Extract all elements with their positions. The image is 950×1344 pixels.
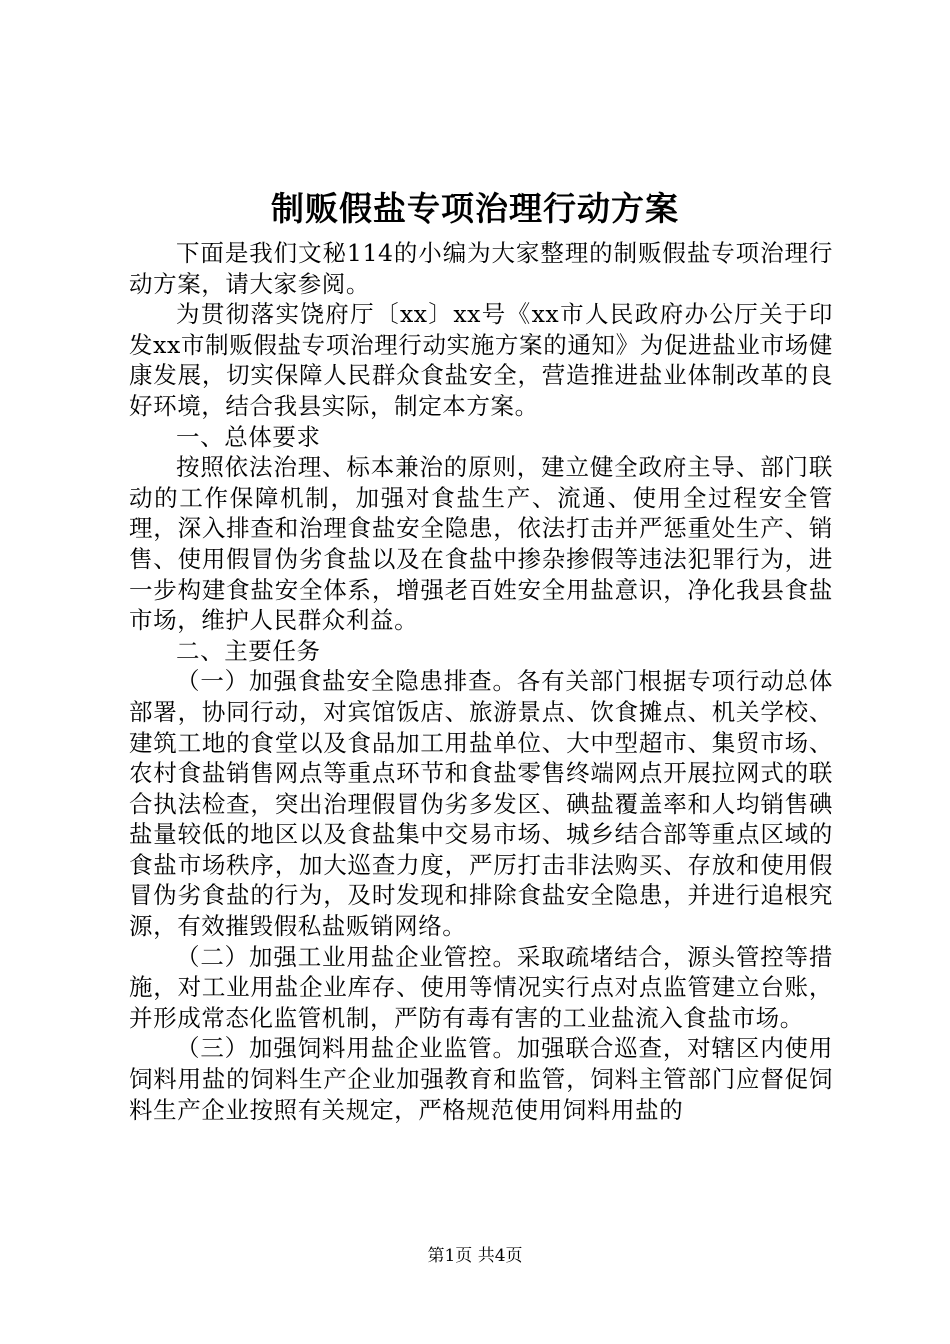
page-number-footer: 第1页 共4页 [427,1246,523,1266]
task-2-paragraph: （二）加强工业用盐企业管控。采取疏堵结合，源头管控等措施，对工业用盐企业库存、使用等情况实行点对点监管建立台账，并形成常态化监管机制，严防有毒有害的工业盐流入食盐市场。 [129,942,833,1032]
document-title: 制贩假盐专项治理行动方案 [271,189,679,228]
purpose-paragraph: 为贯彻落实饶府厅〔xx〕xx号《xx市人民政府办公厅关于印发xx市制贩假盐专项治理行动实施方案的通知》为促进盐业市场健康发展，切实保障人民群众食盐安全，营造推进盐业体制改革的良好环境，结合我县实际，制定本方案。 [129,300,833,420]
section-heading-general-requirements: 一、总体要求 [176,422,321,451]
task-3-paragraph: （三）加强饲料用盐企业监管。加强联合巡查，对辖区内使用饲料用盐的饲料生产企业加强教育和监管，饲料主管部门应督促饲料生产企业按照有关规定，严格规范使用饲料用盐的 [129,1034,833,1124]
section-heading-main-tasks: 二、主要任务 [176,636,321,665]
document-body [129,238,833,1125]
task-1-paragraph: （一）加强食盐安全隐患排查。各有关部门根据专项行动总体部署，协同行动，对宾馆饭店、旅游景点、饮食摊点、机关学校、建筑工地的食堂以及食品加工用盐单位、大中型超市、集贸市场、农村食盐销售网点等重点环节和食盐零售终端网点开展拉网式的联合执法检查，突出治理假冒伪劣多发区、碘盐覆盖率和人均销售碘盐量较低的地区以及食盐集中交易市场、城乡结合部等重点区域的食盐市场秩序，加大巡查力度，严厉打击非法购买、存放和使用假冒伪劣食盐的行为，及时发现和排除食盐安全隐患，并进行追根究源，有效摧毁假私盐贩销网络。 [129,667,833,941]
intro-paragraph: 下面是我们文秘114的小编为大家整理的制贩假盐专项治理行动方案，请大家参阅。 [129,239,833,298]
general-requirements-paragraph: 按照依法治理、标本兼治的原则，建立健全政府主导、部门联动的工作保障机制，加强对食盐生产、流通、使用全过程安全管理，深入排查和治理食盐安全隐患，依法打击并严惩重处生产、销售、使用假冒伪劣食盐以及在食盐中掺杂掺假等违法犯罪行为，进一步构建食盐安全体系，增强老百姓安全用盐意识，净化我县食盐市场，维护人民群众利益。 [129,453,833,635]
